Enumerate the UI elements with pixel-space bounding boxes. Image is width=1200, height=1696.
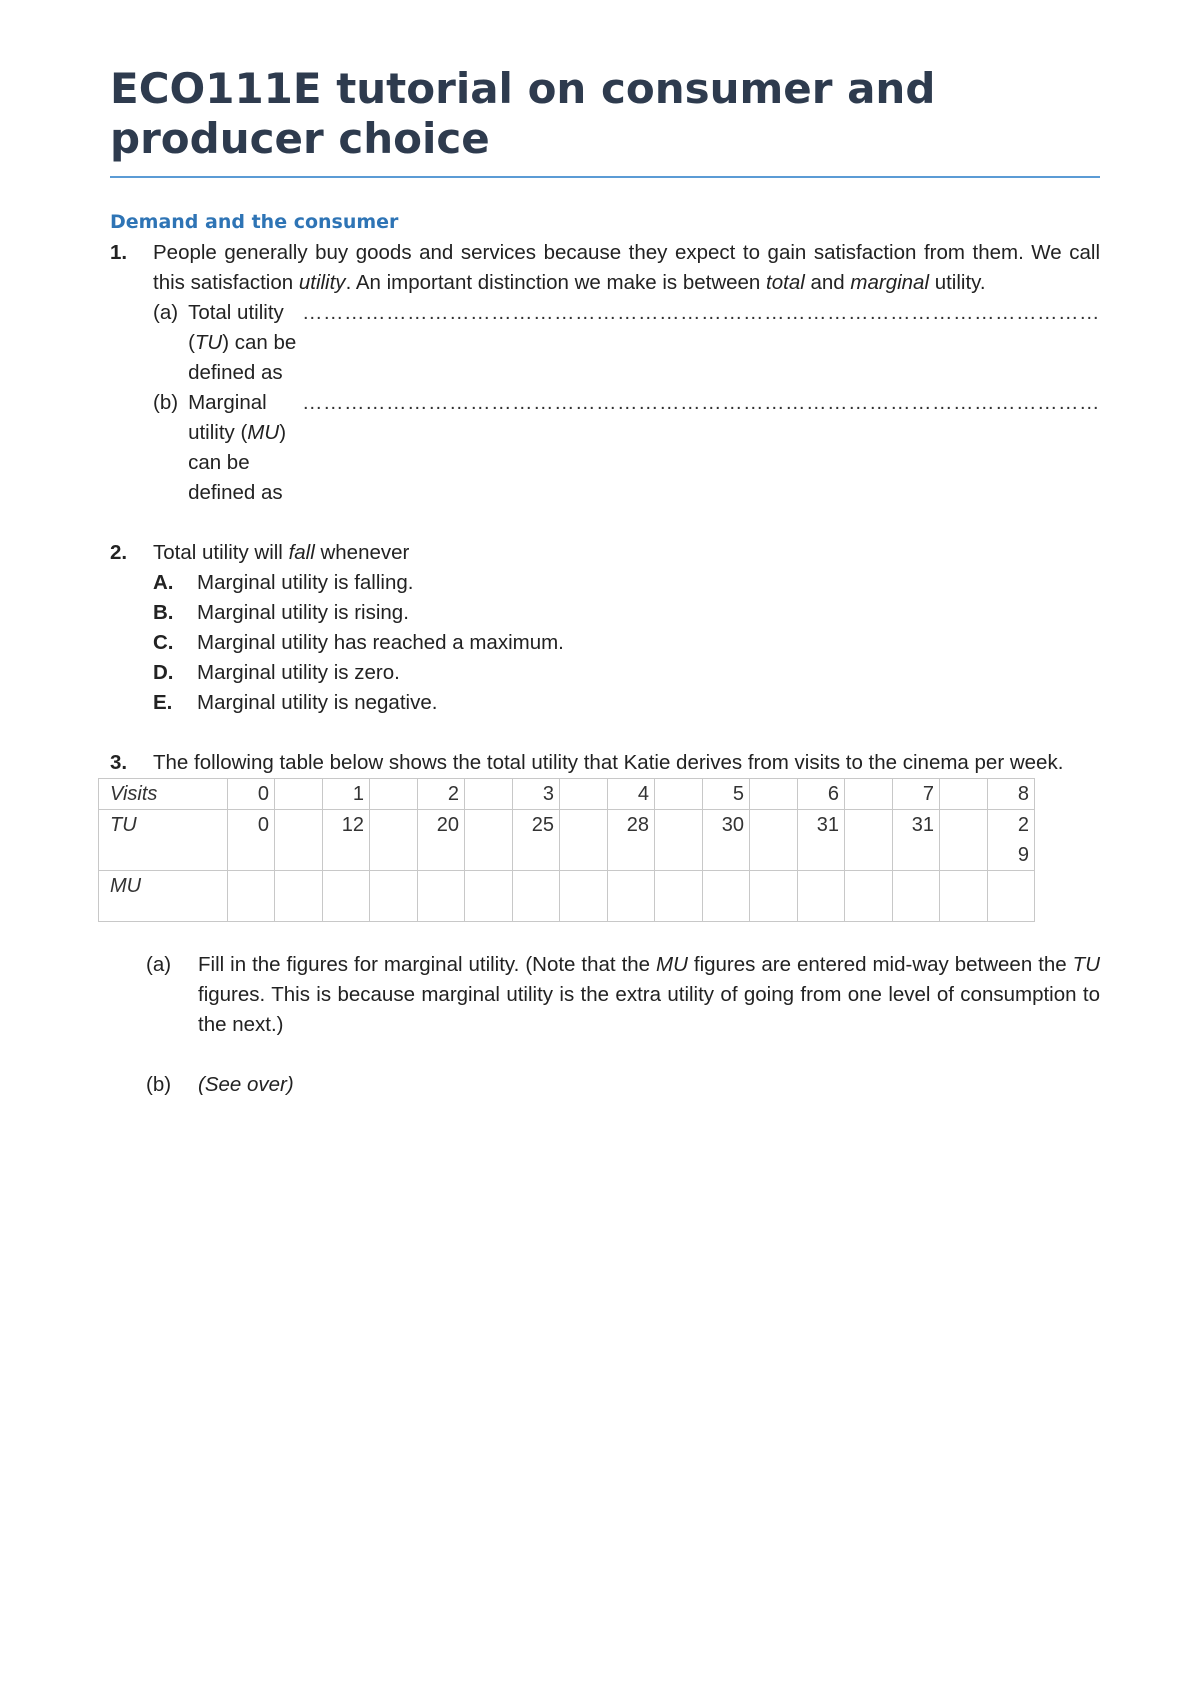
option-letter: B. — [153, 601, 174, 624]
option-d[interactable] — [153, 658, 1100, 688]
emphasis: TU — [1072, 953, 1100, 976]
option-text: Marginal utility is falling. — [197, 571, 414, 594]
section-heading: Demand and the consumer — [110, 211, 399, 233]
option-b[interactable] — [153, 598, 1100, 628]
option-text: Marginal utility has reached a maximum. — [197, 631, 564, 654]
visits-cell: 8 — [988, 779, 1035, 810]
tu-cell-wrapped: 29 — [1017, 814, 1029, 866]
text-segment: whenever — [314, 541, 410, 564]
visits-cell: 5 — [703, 779, 750, 810]
gap-cell — [560, 779, 608, 810]
gap-cell — [655, 810, 703, 871]
tu-cell: 31 — [893, 810, 940, 871]
part-text — [188, 388, 300, 508]
row-label: MU — [99, 871, 228, 922]
mu-cell[interactable] — [940, 871, 988, 922]
question-1 — [110, 238, 1100, 508]
text-segment: ) can be defined as — [188, 331, 297, 384]
text-segment: . An important distinction we make is between — [345, 271, 767, 294]
part-label: (b) — [153, 391, 179, 414]
question-text — [153, 538, 1100, 568]
answer-blank[interactable]: …………………………………………………………………………………………………… — [302, 391, 1100, 414]
question-3-parts — [110, 950, 1100, 1100]
question-3 — [110, 748, 1100, 778]
option-e[interactable] — [153, 688, 1100, 718]
tu-cell: 31 — [798, 810, 845, 871]
page-title: ECO111E tutorial on consumer and producer choice — [110, 64, 1100, 178]
part-text — [188, 298, 300, 388]
tu-cell — [988, 810, 1035, 871]
document-content — [110, 64, 1100, 1100]
question-1b — [153, 388, 1100, 508]
visits-cell: 3 — [513, 779, 560, 810]
mu-cell[interactable] — [608, 871, 655, 922]
option-text: Marginal utility is rising. — [197, 601, 409, 624]
text-segment: People generally buy goods and services because they expect to gain satisfaction from them. We call this satisfaction — [153, 241, 1100, 294]
visits-cell: 2 — [418, 779, 465, 810]
text-segment: Total utility ( — [188, 301, 284, 354]
tu-cell: 30 — [703, 810, 750, 871]
mu-cell[interactable] — [370, 871, 418, 922]
visits-cell: 7 — [893, 779, 940, 810]
visits-row — [99, 779, 1035, 810]
part-label: (a) — [153, 301, 179, 324]
gap-cell — [750, 779, 798, 810]
option-a[interactable] — [153, 568, 1100, 598]
mu-cell[interactable] — [418, 871, 465, 922]
gap-cell — [465, 779, 513, 810]
gap-cell — [275, 779, 323, 810]
emphasis: MU — [656, 953, 688, 976]
text-segment: Total utility will — [153, 541, 289, 564]
gap-cell — [275, 810, 323, 871]
emphasis: fall — [288, 541, 315, 564]
visits-cell: 0 — [228, 779, 275, 810]
question-text — [153, 238, 1100, 298]
tu-cell: 20 — [418, 810, 465, 871]
mu-cell[interactable] — [798, 871, 845, 922]
text-segment: Fill in the figures for marginal utility. (Note that the — [198, 953, 657, 976]
visits-cell: 4 — [608, 779, 655, 810]
question-text: The following table below shows the total utility that Katie derives from visits to the cinema per week. — [153, 751, 1064, 774]
mu-cell[interactable] — [323, 871, 370, 922]
question-number: 1. — [110, 241, 128, 264]
option-text: Marginal utility is negative. — [197, 691, 438, 714]
emphasis: marginal — [850, 271, 930, 294]
option-letter: D. — [153, 661, 174, 684]
gap-cell — [370, 810, 418, 871]
tu-cell: 25 — [513, 810, 560, 871]
answer-blank[interactable]: …………………………………………………………………………………………………… — [302, 301, 1100, 324]
emphasis: utility — [298, 271, 346, 294]
gap-cell — [940, 779, 988, 810]
question-3a — [146, 950, 1100, 1040]
mu-cell[interactable] — [703, 871, 750, 922]
option-text: Marginal utility is zero. — [197, 661, 400, 684]
see-over-note: (See over) — [198, 1073, 294, 1096]
mu-row — [99, 871, 1035, 922]
text-segment: figures. This is because marginal utility is the extra utility of going from one level of consumption to the next.) — [198, 983, 1100, 1036]
visits-cell: 6 — [798, 779, 845, 810]
mu-cell[interactable] — [750, 871, 798, 922]
emphasis: total — [766, 271, 805, 294]
part-label: (b) — [146, 1073, 172, 1096]
mu-cell[interactable] — [893, 871, 940, 922]
option-letter: C. — [153, 631, 174, 654]
part-text — [198, 953, 1100, 1036]
text-segment: utility. — [929, 271, 986, 294]
question-3b — [146, 1070, 1100, 1100]
utility-table — [98, 778, 1035, 922]
tu-cell: 12 — [323, 810, 370, 871]
row-label: Visits — [99, 779, 228, 810]
option-c[interactable] — [153, 628, 1100, 658]
mu-cell[interactable] — [228, 871, 275, 922]
mu-cell[interactable] — [275, 871, 323, 922]
tu-cell: 0 — [228, 810, 275, 871]
text-segment: Marginal utility ( — [188, 391, 267, 444]
gap-cell — [750, 810, 798, 871]
tu-cell: 28 — [608, 810, 655, 871]
question-2 — [110, 538, 1100, 718]
question-number: 3. — [110, 751, 128, 774]
gap-cell — [465, 810, 513, 871]
mu-cell[interactable] — [513, 871, 560, 922]
tu-row — [99, 810, 1035, 871]
visits-cell: 1 — [323, 779, 370, 810]
mu-cell[interactable] — [845, 871, 893, 922]
mu-cell[interactable] — [655, 871, 703, 922]
text-segment: figures are entered mid-way between the — [687, 953, 1073, 976]
gap-cell — [560, 810, 608, 871]
gap-cell — [655, 779, 703, 810]
question-number: 2. — [110, 541, 128, 564]
text-segment: ) can be defined as — [188, 421, 287, 504]
gap-cell — [370, 779, 418, 810]
gap-cell — [940, 810, 988, 871]
question-1a — [153, 298, 1100, 388]
part-label: (a) — [146, 953, 172, 976]
gap-cell — [845, 810, 893, 871]
option-letter: A. — [153, 571, 174, 594]
mu-cell[interactable] — [560, 871, 608, 922]
mu-cell[interactable] — [465, 871, 513, 922]
emphasis: MU — [247, 421, 280, 444]
emphasis: TU — [194, 331, 223, 354]
gap-cell — [845, 779, 893, 810]
text-segment: and — [804, 271, 851, 294]
mu-cell[interactable] — [988, 871, 1035, 922]
option-letter: E. — [153, 691, 173, 714]
row-label: TU — [99, 810, 228, 871]
